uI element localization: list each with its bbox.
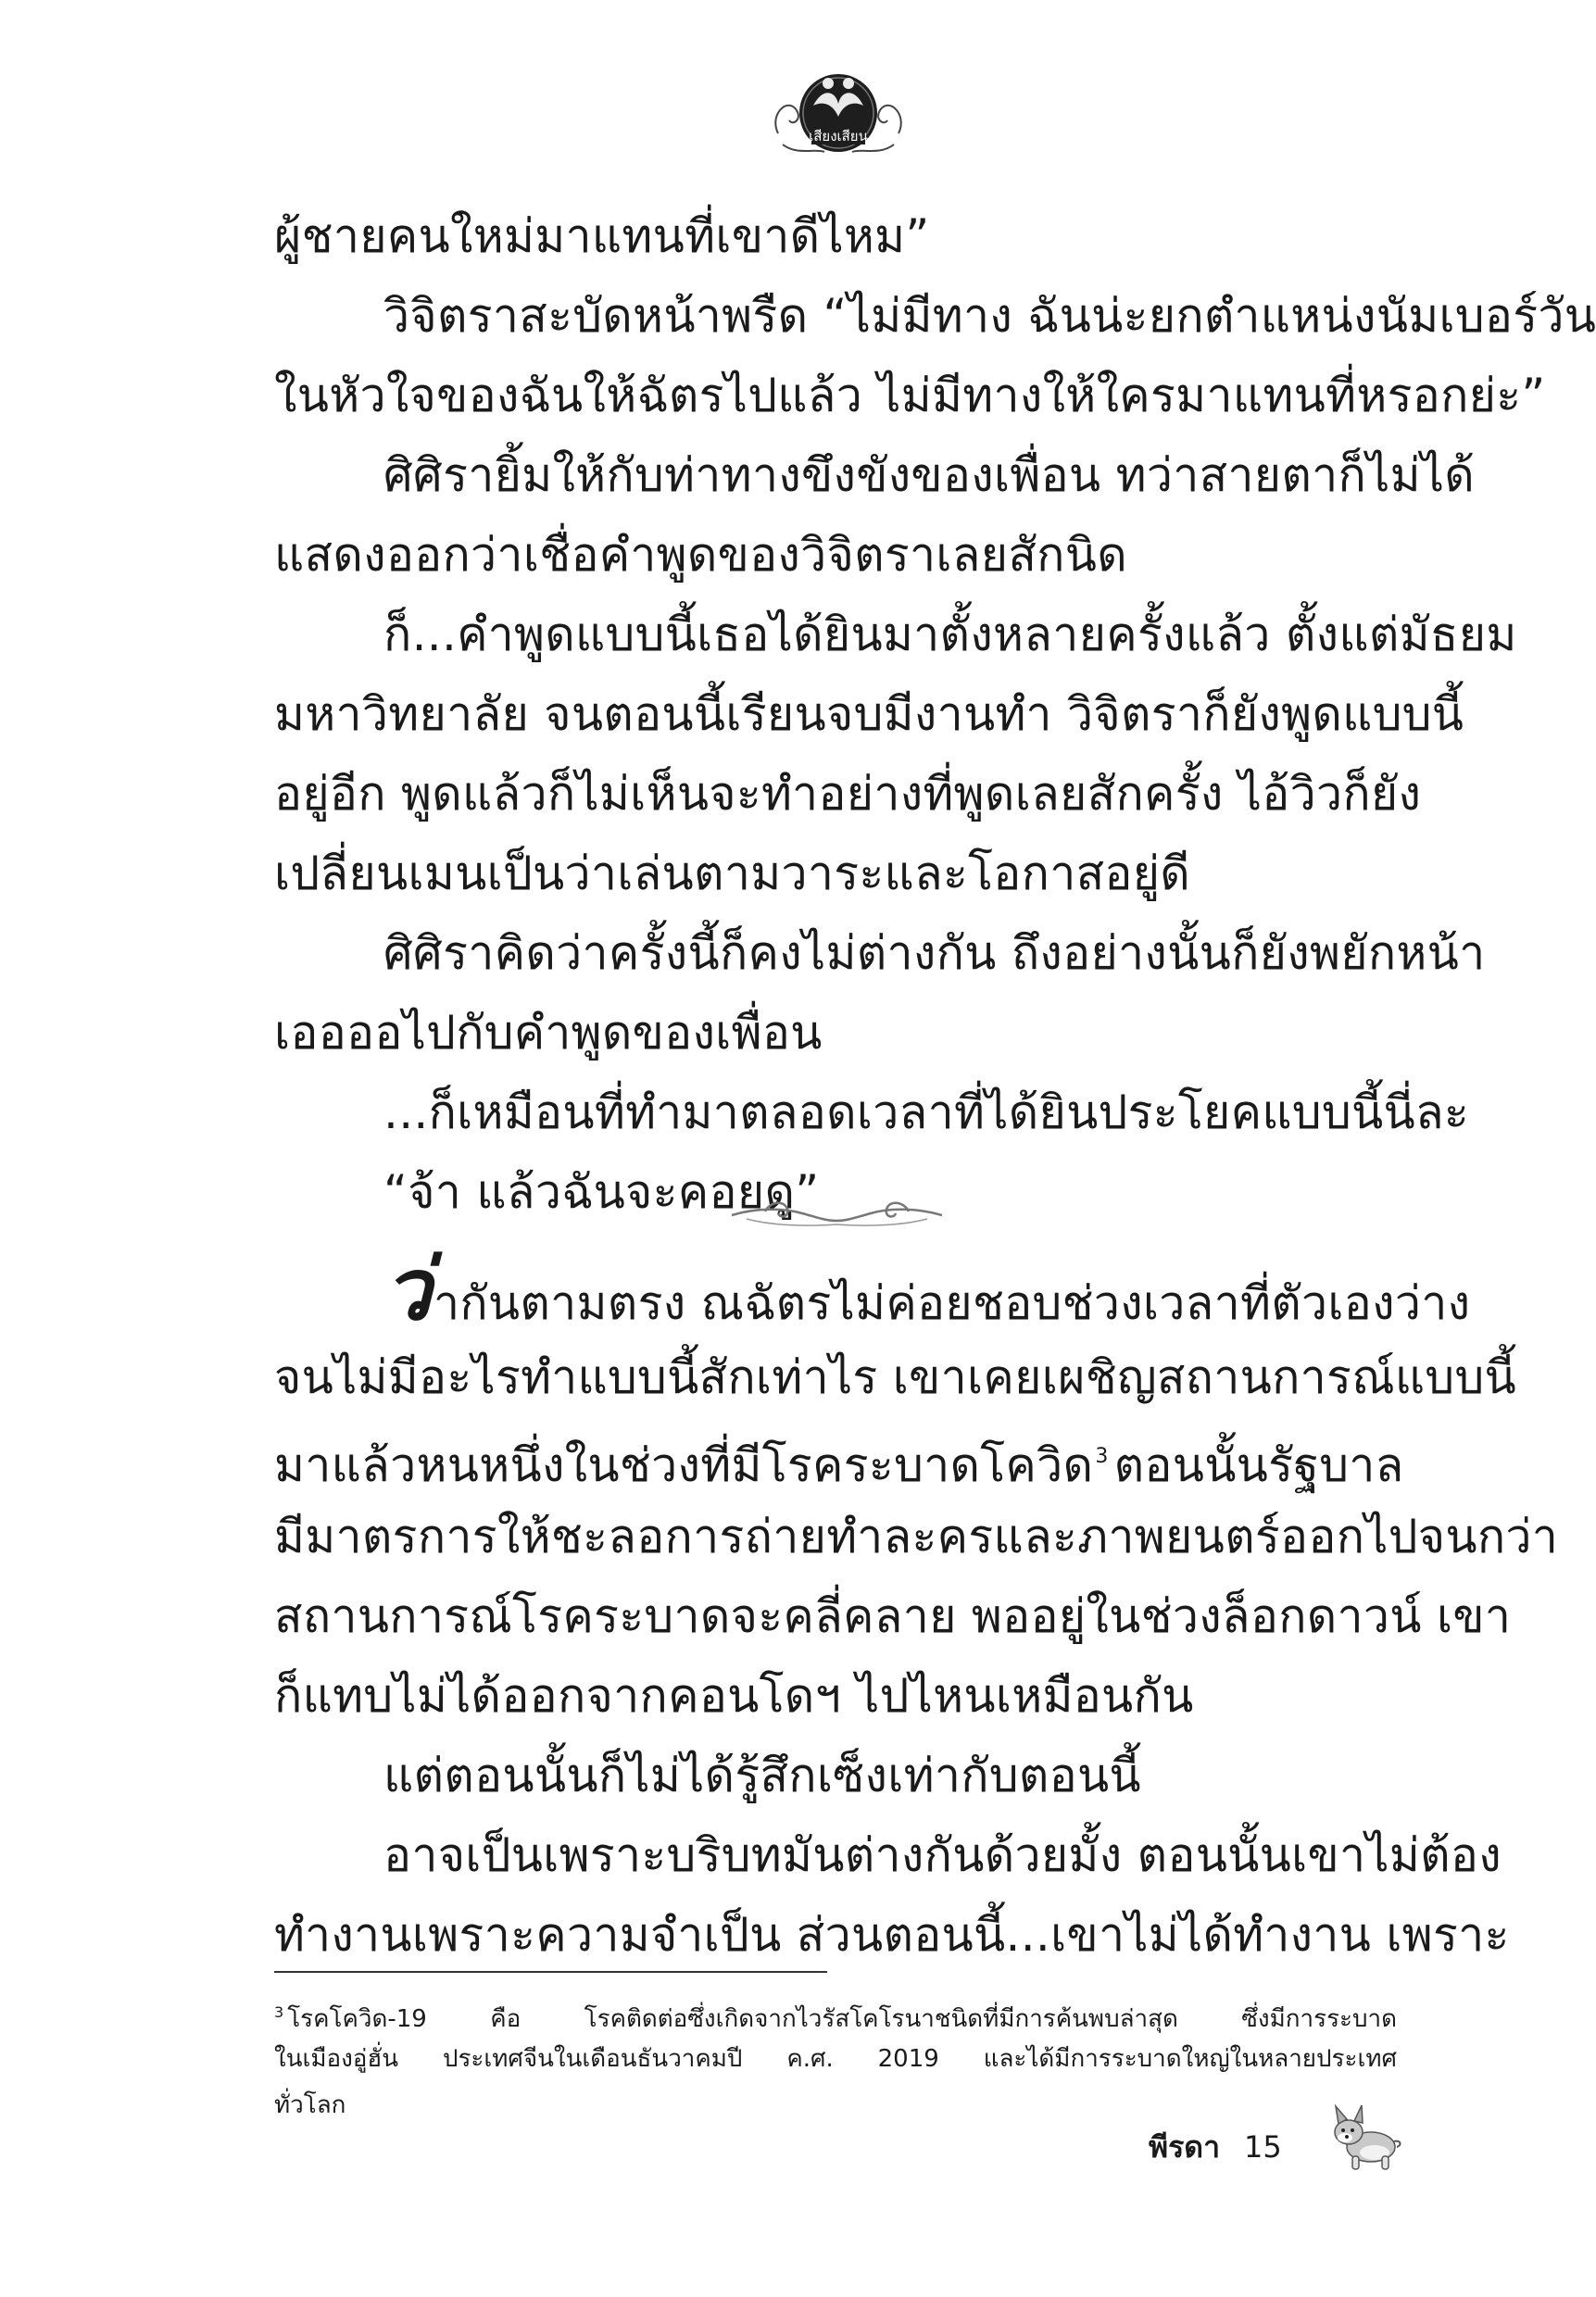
text-line: ก็แทบไม่ได้ออกจากคอนโดฯ ไปไหนเหมือนกัน [274,1669,1194,1723]
page-number: 15 [1244,2129,1282,2165]
ornament-logo-icon [769,59,908,163]
footnote-mark: 3 [274,2003,284,2021]
text-line: จนไม่มีอะไรทำแบบนี้สักเท่าไร เขาเคยเผชิญสถานการณ์แบบนี้ [274,1350,1516,1404]
text-line: แต่ตอนนั้นก็ไม่ได้รู้สึกเซ็งเท่ากับตอนนี้ [383,1749,1141,1802]
footnote-line: $^3$ โรคโควิด-19 คือ โรคติดต่อซึ่งเกิดจากไวรัสโคโรนาชนิดที่มีการค้นพบล่าสุด ซึ่งมีการระบาด [274,2003,1397,2033]
text-line: ศิศิรายิ้มให้กับท่าทางขึงขังของเพื่อน ทว่าสายตาก็ไม่ได้ [383,448,1476,502]
text-line: ทำงานเพราะความจำเป็น ส่วนตอนนี้...เขาไม่ได้ทำงาน เพราะ [274,1908,1510,1962]
svg-text:เสียงเสียน: เสียงเสียน [809,128,868,144]
text-line: อยู่อีก พูดแล้วก็ไม่เห็นจะทำอย่างที่พูดเลยสักครั้ง ไอ้วิวก็ยัง [274,767,1422,821]
text-line: สถานการณ์โรคระบาดจะคลี่คลาย พออยู่ในช่วงล็อกดาวน์ เขา [274,1589,1512,1643]
footnote-separator [274,1971,827,1973]
text-line: มหาวิทยาลัย จนตอนนี้เรียนจบมีงานทำ วิจิตราก็ยังพูดแบบนี้ [274,687,1464,741]
footnote-line: ทั่วโลก [274,2091,346,2119]
text-line: เปลี่ยนเมนเป็นว่าเล่นตามวาระและโอกาสอยู่ดี [274,847,1191,900]
dropcap-letter: ว่ [383,1240,432,1339]
page-footer [1149,2119,1282,2175]
text-line: ผู้ชายคนใหม่มาแทนที่เขาดีไหม” [274,209,930,263]
footnote-line: ในเมืองอู่ฮั่น ประเทศจีนในเดือนธันวาคมปี ค.ศ. 2019 และได้มีการระบาดใหญ่ในหลายประเทศ [274,2045,1397,2073]
author-name: พีรดา [1149,2129,1221,2165]
footnote-reference[interactable]: 3 [1095,1445,1109,1468]
text-line: ศิศิราคิดว่าครั้งนี้ก็คงไม่ต่างกัน ถึงอย่างนั้นก็ยังพยักหน้า [383,926,1486,980]
corgi-dog-icon [1325,2101,1404,2177]
text-line: ...ก็เหมือนที่ทำมาตลอดเวลาที่ได้ยินประโยคแบบนี้นี่ละ [383,1086,1470,1139]
text-line: ในหัวใจของฉันให้ฉัตรไปแล้ว ไม่มีทางให้ใครมาแทนที่หรอกย่ะ” [274,369,1546,422]
text-line: “จ้า แล้วฉันจะคอยดู” [383,1165,820,1219]
scroll-divider-icon [728,1195,946,1232]
text-line: อาจเป็นเพราะบริบทมันต่างกันด้วยมั้ง ตอนนั้นเขาไม่ต้อง [383,1828,1502,1882]
text-line: ก็...คำพูดแบบนี้เธอได้ยินมาตั้งหลายครั้งแล้ว ตั้งแต่มัธยม [383,608,1517,661]
section-1-text [274,196,1596,1232]
text-line: เออออไปกับคำพูดของเพื่อน [274,1006,823,1060]
footnote-block [274,1989,1397,2128]
text-line-dropcap: ว่ากันตามตรง ณฉัตรไม่ค่อยชอบช่วงเวลาที่ตัวเองว่าง [383,1240,1471,1339]
text-line: วิจิตราสะบัดหน้าพรืด “ไม่มีทาง ฉันน่ะยกตำแหน่งนัมเบอร์วัน [383,289,1596,343]
text-line-with-footnote: มาแล้วหนหนึ่งในช่วงที่มีโรคระบาดโควิด$^3$ ตอนนั้นรัฐบาล [274,1438,1404,1492]
text-line: มีมาตรการให้ชะลอการถ่ายทำละครและภาพยนตร์ออกไปจนกว่า [274,1510,1559,1563]
text-line: แสดงออกว่าเชื่อคำพูดของวิจิตราเลยสักนิด [274,528,1127,582]
section-2-text [274,1240,1559,1975]
